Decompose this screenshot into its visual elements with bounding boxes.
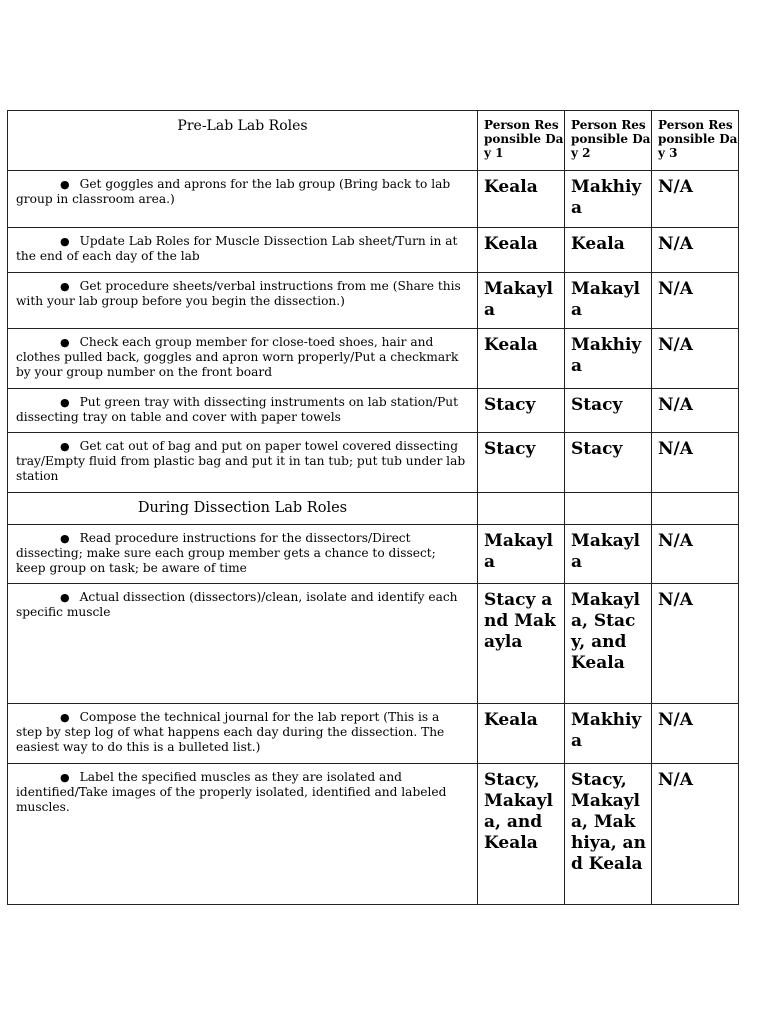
table-row	[8, 525, 739, 584]
task-text: Compose the technical journal for the lab report (This is a step by step log of what happens each day during the dissection. The easiest way to do this is a bulleted list.)	[16, 710, 445, 754]
day1-person: Keala	[478, 171, 565, 228]
table-row	[8, 228, 739, 273]
task-text: Actual dissection (dissectors)/clean, isolate and identify each specific muscle	[16, 590, 458, 619]
day2-person: Makhiya	[565, 329, 652, 389]
table-row	[8, 704, 739, 764]
bullet-icon: ●	[60, 178, 70, 191]
task-cell	[8, 171, 478, 228]
day1-person: Keala	[478, 704, 565, 764]
day3-person: N/A	[652, 171, 739, 228]
lab-roles-table	[7, 110, 739, 905]
task-cell	[8, 764, 478, 905]
day3-person: N/A	[652, 584, 739, 704]
day3-person: N/A	[652, 389, 739, 433]
day1-person: Stacy, Makayla, and Keala	[478, 764, 565, 905]
day3-person: N/A	[652, 329, 739, 389]
empty-cell	[478, 493, 565, 525]
header-row	[8, 111, 739, 171]
day2-person: Makhiya	[565, 171, 652, 228]
day1-person: Stacy and Makayla	[478, 584, 565, 704]
task-cell	[8, 584, 478, 704]
table-row	[8, 433, 739, 493]
table-row	[8, 329, 739, 389]
day2-person: Makayla	[565, 525, 652, 584]
day2-header: Person Responsible Day 2	[565, 111, 652, 171]
day3-person: N/A	[652, 764, 739, 905]
empty-cell	[565, 493, 652, 525]
table-row	[8, 273, 739, 329]
prelab-title: Pre-Lab Lab Roles	[8, 111, 478, 171]
task-cell	[8, 704, 478, 764]
day3-person: N/A	[652, 704, 739, 764]
bullet-icon: ●	[60, 440, 70, 453]
task-text: Label the specified muscles as they are isolated and identified/Take images of the properly isolated, identified and labeled muscles.	[16, 770, 447, 814]
day2-person: Stacy	[565, 389, 652, 433]
day1-person: Keala	[478, 329, 565, 389]
day2-person: Makayla, Stacy, and Keala	[565, 584, 652, 704]
task-cell	[8, 273, 478, 329]
section-row	[8, 493, 739, 525]
task-cell	[8, 389, 478, 433]
day3-person: N/A	[652, 433, 739, 493]
task-text: Get goggles and aprons for the lab group (Bring back to lab group in classroom area.)	[16, 177, 451, 206]
task-text: Check each group member for close-toed shoes, hair and clothes pulled back, goggles and apron worn properly/Put a checkmark by your group number on the front board	[16, 335, 459, 379]
day1-person: Stacy	[478, 433, 565, 493]
day3-person: N/A	[652, 228, 739, 273]
day2-person: Stacy	[565, 433, 652, 493]
task-text: Put green tray with dissecting instruments on lab station/Put dissecting tray on table and cover with paper towels	[16, 395, 459, 424]
bullet-icon: ●	[60, 280, 70, 293]
day2-person: Stacy, Makayla, Makhiya, and Keala	[565, 764, 652, 905]
table-row	[8, 764, 739, 905]
day1-person: Keala	[478, 228, 565, 273]
bullet-icon: ●	[60, 235, 70, 248]
day3-header: Person Responsible Day 3	[652, 111, 739, 171]
day1-header: Person Responsible Day 1	[478, 111, 565, 171]
day3-person: N/A	[652, 273, 739, 329]
day1-person: Makayla	[478, 525, 565, 584]
task-cell	[8, 525, 478, 584]
task-cell	[8, 433, 478, 493]
table-row	[8, 584, 739, 704]
table-row	[8, 389, 739, 433]
bullet-icon: ●	[60, 336, 70, 349]
task-text: Read procedure instructions for the dissectors/Direct dissecting; make sure each group member gets a chance to dissect; keep group on task; be aware of time	[16, 531, 436, 575]
task-cell	[8, 329, 478, 389]
bullet-icon: ●	[60, 532, 70, 545]
task-cell	[8, 228, 478, 273]
task-text: Update Lab Roles for Muscle Dissection Lab sheet/Turn in at the end of each day of the lab	[16, 234, 458, 263]
table-row	[8, 171, 739, 228]
bullet-icon: ●	[60, 711, 70, 724]
day1-person: Makayla	[478, 273, 565, 329]
day2-person: Makayla	[565, 273, 652, 329]
day2-person: Keala	[565, 228, 652, 273]
day3-person: N/A	[652, 525, 739, 584]
bullet-icon: ●	[60, 591, 70, 604]
bullet-icon: ●	[60, 396, 70, 409]
task-text: Get procedure sheets/verbal instructions from me (Share this with your lab group before you begin the dissection.)	[16, 279, 461, 308]
empty-cell	[652, 493, 739, 525]
during-dissection-title: During Dissection Lab Roles	[8, 493, 478, 525]
day2-person: Makhiya	[565, 704, 652, 764]
bullet-icon: ●	[60, 771, 70, 784]
day1-person: Stacy	[478, 389, 565, 433]
task-text: Get cat out of bag and put on paper towel covered dissecting tray/Empty fluid from plastic bag and put it in tan tub; put tub under lab station	[16, 439, 466, 483]
